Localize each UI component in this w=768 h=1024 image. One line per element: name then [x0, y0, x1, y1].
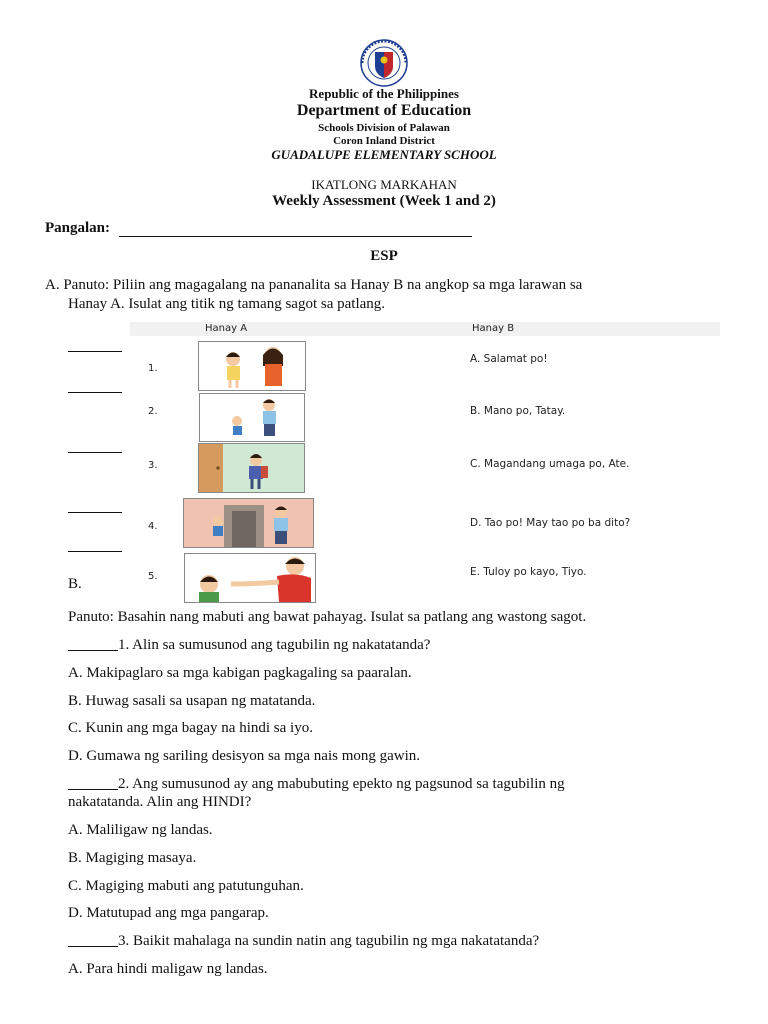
part-b-label: B.: [68, 576, 82, 592]
item-number-5: 5.: [148, 571, 158, 582]
item-number-2: 2.: [148, 406, 158, 417]
q2-stem-line2: nakatatanda. Alin ang HINDI?: [68, 794, 252, 810]
assessment-title: Weekly Assessment (Week 1 and 2): [272, 193, 496, 209]
q3-choice-a: A. Para hindi maligaw ng landas.: [68, 961, 268, 977]
deped-seal: [356, 38, 412, 88]
option-b: B. Mano po, Tatay.: [470, 405, 566, 417]
q1-choice-b: B. Huwag sasali sa usapan ng matatanda.: [68, 693, 316, 709]
answer-blank-5[interactable]: [68, 551, 122, 552]
q3-answer-blank[interactable]: [68, 946, 118, 947]
q2-choice-c: C. Magiging mabuti ang patutunguhan.: [68, 878, 304, 894]
picture-child-knocking-at-door: [198, 443, 305, 493]
q2-choice-d: D. Matutupad ang mga pangarap.: [68, 905, 269, 921]
answer-blank-2[interactable]: [68, 392, 122, 393]
name-label: Pangalan:: [45, 220, 111, 236]
part-a-instruction-line1: A. Panuto: Piliin ang magagalang na pananalita sa Hanay B na angkop sa mga larawan sa: [45, 277, 583, 293]
division-name: Schools Division of Palawan: [318, 122, 450, 134]
school-name: GUADALUPE ELEMENTARY SCHOOL: [271, 147, 497, 162]
department-name: Department of Education: [296, 102, 472, 119]
quarter-title: IKATLONG MARKAHAN: [311, 177, 457, 192]
picture-girl-greeting-older-sister: [198, 341, 306, 391]
item-number-1: 1.: [148, 363, 158, 374]
answer-blank-1[interactable]: [68, 351, 122, 352]
q1-stem: 1. Alin sa sumusunod ang tagubilin ng nakatatanda?: [118, 637, 431, 653]
option-e: E. Tuloy po kayo, Tiyo.: [470, 566, 587, 578]
q2-stem-line1: 2. Ang sumusunod ay ang mabubuting epekto ng pagsunod sa tagubilin ng: [118, 776, 565, 792]
name-blank[interactable]: [119, 236, 472, 237]
picture-child-kissing-hand-of-uncle: [184, 553, 316, 603]
q1-choice-a: A. Makipaglaro sa mga kabigan pagkagaling sa paaralan.: [68, 665, 412, 681]
item-number-3: 3.: [148, 460, 158, 471]
q2-choice-b: B. Magiging masaya.: [68, 850, 197, 866]
answer-blank-3[interactable]: [68, 452, 122, 453]
option-d: D. Tao po! May tao po ba dito?: [470, 517, 631, 529]
answer-blank-4[interactable]: [68, 512, 122, 513]
q1-answer-blank[interactable]: [68, 650, 118, 651]
column-a-label: Hanay A: [205, 323, 248, 334]
picture-visitor-at-doorway: [183, 498, 314, 548]
option-a: A. Salamat po!: [470, 353, 548, 365]
item-number-4: 4.: [148, 521, 158, 532]
option-c: C. Magandang umaga po, Ate.: [470, 458, 630, 470]
q1-choice-c: C. Kunin ang mga bagay na hindi sa iyo.: [68, 720, 313, 736]
part-a-instruction-line2: Hanay A. Isulat ang titik ng tamang sagot sa patlang.: [68, 296, 386, 312]
part-b-instruction: Panuto: Basahin nang mabuti ang bawat pahayag. Isulat sa patlang ang wastong sagot.: [68, 609, 587, 625]
district-name: Coron Inland District: [333, 135, 435, 147]
q2-answer-blank[interactable]: [68, 789, 118, 790]
q1-choice-d: D. Gumawa ng sariling desisyon sa mga nais mong gawin.: [68, 748, 421, 764]
column-b-label: Hanay B: [472, 323, 515, 334]
picture-child-mano-to-father: [199, 393, 305, 442]
subject-title: ESP: [370, 248, 398, 264]
country-name: Republic of the Philippines: [309, 86, 459, 101]
q3-stem: 3. Baikit mahalaga na sundin natin ang tagubilin ng mga nakatatanda?: [118, 933, 540, 949]
q2-choice-a: A. Maliligaw ng landas.: [68, 822, 213, 838]
